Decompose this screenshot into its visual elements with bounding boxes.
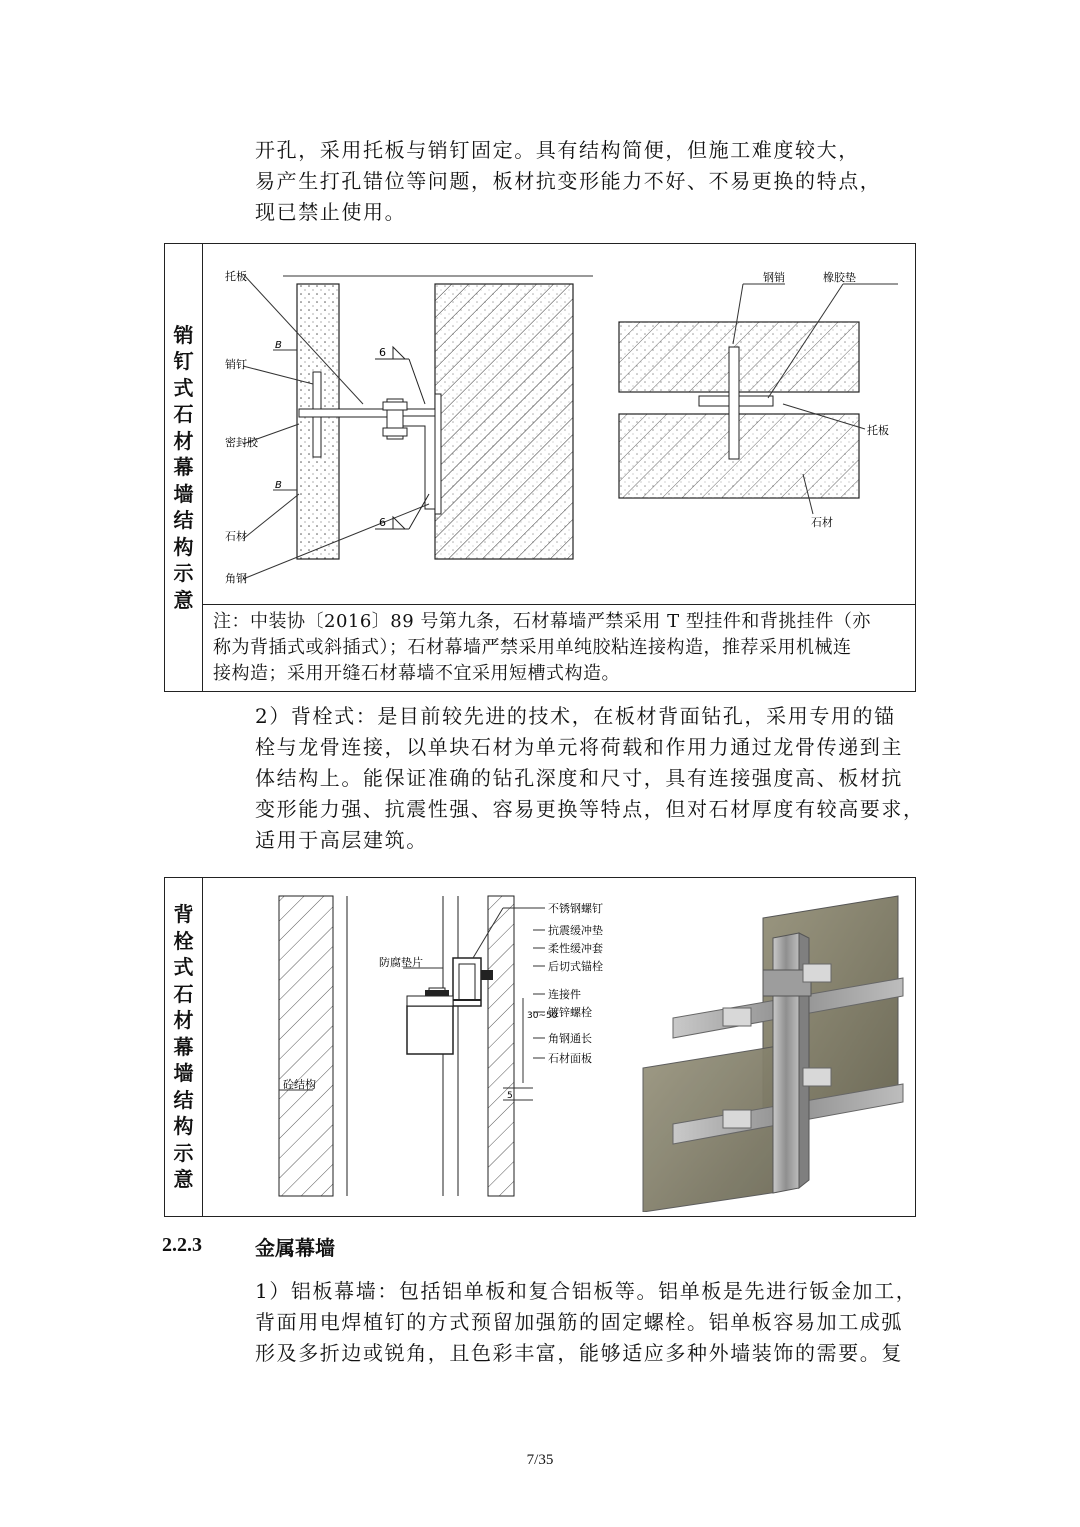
label-shicai: 石材 (225, 530, 247, 543)
back-bolt-diagram (203, 878, 915, 1212)
label-mifengjiao: 密封胶 (225, 436, 258, 449)
figure-pin-type-label: 销 钉 式 石 材 幕 墙 结 构 示 意 (165, 244, 203, 692)
label-right-tuoban: 托板 (867, 424, 889, 437)
label-dim1: 5 (507, 1091, 513, 1101)
figure-pin-type-note: 注：中装协〔2016〕89 号第九条，石材幕墙严禁采用 T 型挂件和背挑挂件（亦 称为背插式或斜插式）；石材幕墙严禁采用单纯胶粘连接构造，推荐采用机械连 接构造；采用开缝石材幕墙不宜采用短槽式构造。 (203, 605, 916, 692)
label-right-shicai: 石材 (811, 516, 833, 529)
text-line: 1）铝板幕墙：包括铝单板和复合铝板等。铝单板是先进行钣金加工， (255, 1279, 918, 1303)
label-l5: 连接件 (548, 988, 581, 1001)
section-heading (162, 1232, 335, 1260)
page-number: 7/35 (526, 1452, 554, 1468)
text-line: 栓与龙骨连接，以单块石材为单元将荷载和作用力通过龙骨传递到主 (255, 735, 903, 759)
label-shuanjiegou: 砼结构 (283, 1078, 316, 1091)
label-l6: 镀锌螺栓 (548, 1006, 592, 1019)
text-line: 变形能力强、抗震性强、容易更换等特点，但对石材厚度有较高要求， (255, 797, 925, 821)
text-line: 开孔，采用托板与销钉固定。具有结构简便，但施工难度较大， (255, 138, 860, 162)
label-xiangjiaodian: 橡胶垫 (823, 271, 856, 284)
label-l8: 石材面板 (548, 1052, 592, 1065)
pin-type-diagram (203, 244, 915, 600)
figure-pin-type-table (164, 243, 916, 692)
text-line: 2）背栓式：是目前较先进的技术，在板材背面钻孔，采用专用的锚 (255, 704, 896, 728)
label-weld1: 6 (379, 346, 386, 359)
section-number: 2.2.3 (162, 1234, 202, 1256)
label-tuoban: 托板 (225, 270, 247, 283)
text-line: 适用于高层建筑。 (255, 828, 428, 852)
figure-pin-type-drawing (203, 244, 916, 605)
label-b1: B (275, 340, 282, 351)
text-line: 形及多折边或锐角，且色彩丰富，能够适应多种外墙装饰的需要。复 (255, 1341, 903, 1365)
text-line: 体结构上。能保证准确的钻孔深度和尺寸，具有连接强度高、板材抗 (255, 766, 903, 790)
back-bolt-paragraph (255, 701, 925, 856)
label-l4: 后切式锚栓 (548, 960, 603, 973)
section-title: 金属幕墙 (255, 1236, 335, 1260)
intro-paragraph (255, 135, 915, 228)
label-b2: B (275, 480, 282, 491)
text-line: 现已禁止使用。 (255, 200, 407, 224)
figure-back-bolt-table (164, 877, 916, 1217)
label-l7: 角钢通长 (548, 1032, 592, 1045)
label-gangxiao: 钢销 (763, 271, 785, 284)
label-l2: 抗震缓冲垫 (548, 924, 603, 937)
label-dim2: 30~50 (527, 1011, 558, 1021)
label-l1: 不锈钢螺钉 (548, 902, 603, 915)
label-fangfu: 防腐垫片 (379, 956, 423, 969)
label-xiaoding: 销钉 (225, 358, 247, 371)
aluminum-panel-paragraph (255, 1276, 918, 1369)
text-line: 易产生打孔错位等问题，板材抗变形能力不好、不易更换的特点， (255, 169, 882, 193)
label-weld2: 6 (379, 516, 386, 529)
text-line: 背面用电焊植钉的方式预留加强筋的固定螺栓。铝单板容易加工成弧 (255, 1310, 903, 1334)
label-jiaogang: 角钢 (225, 572, 247, 585)
figure-back-bolt-drawing (203, 878, 916, 1217)
label-l3: 柔性缓冲套 (548, 942, 603, 955)
figure-back-bolt-label: 背 栓 式 石 材 幕 墙 结 构 示 意 (165, 878, 203, 1217)
